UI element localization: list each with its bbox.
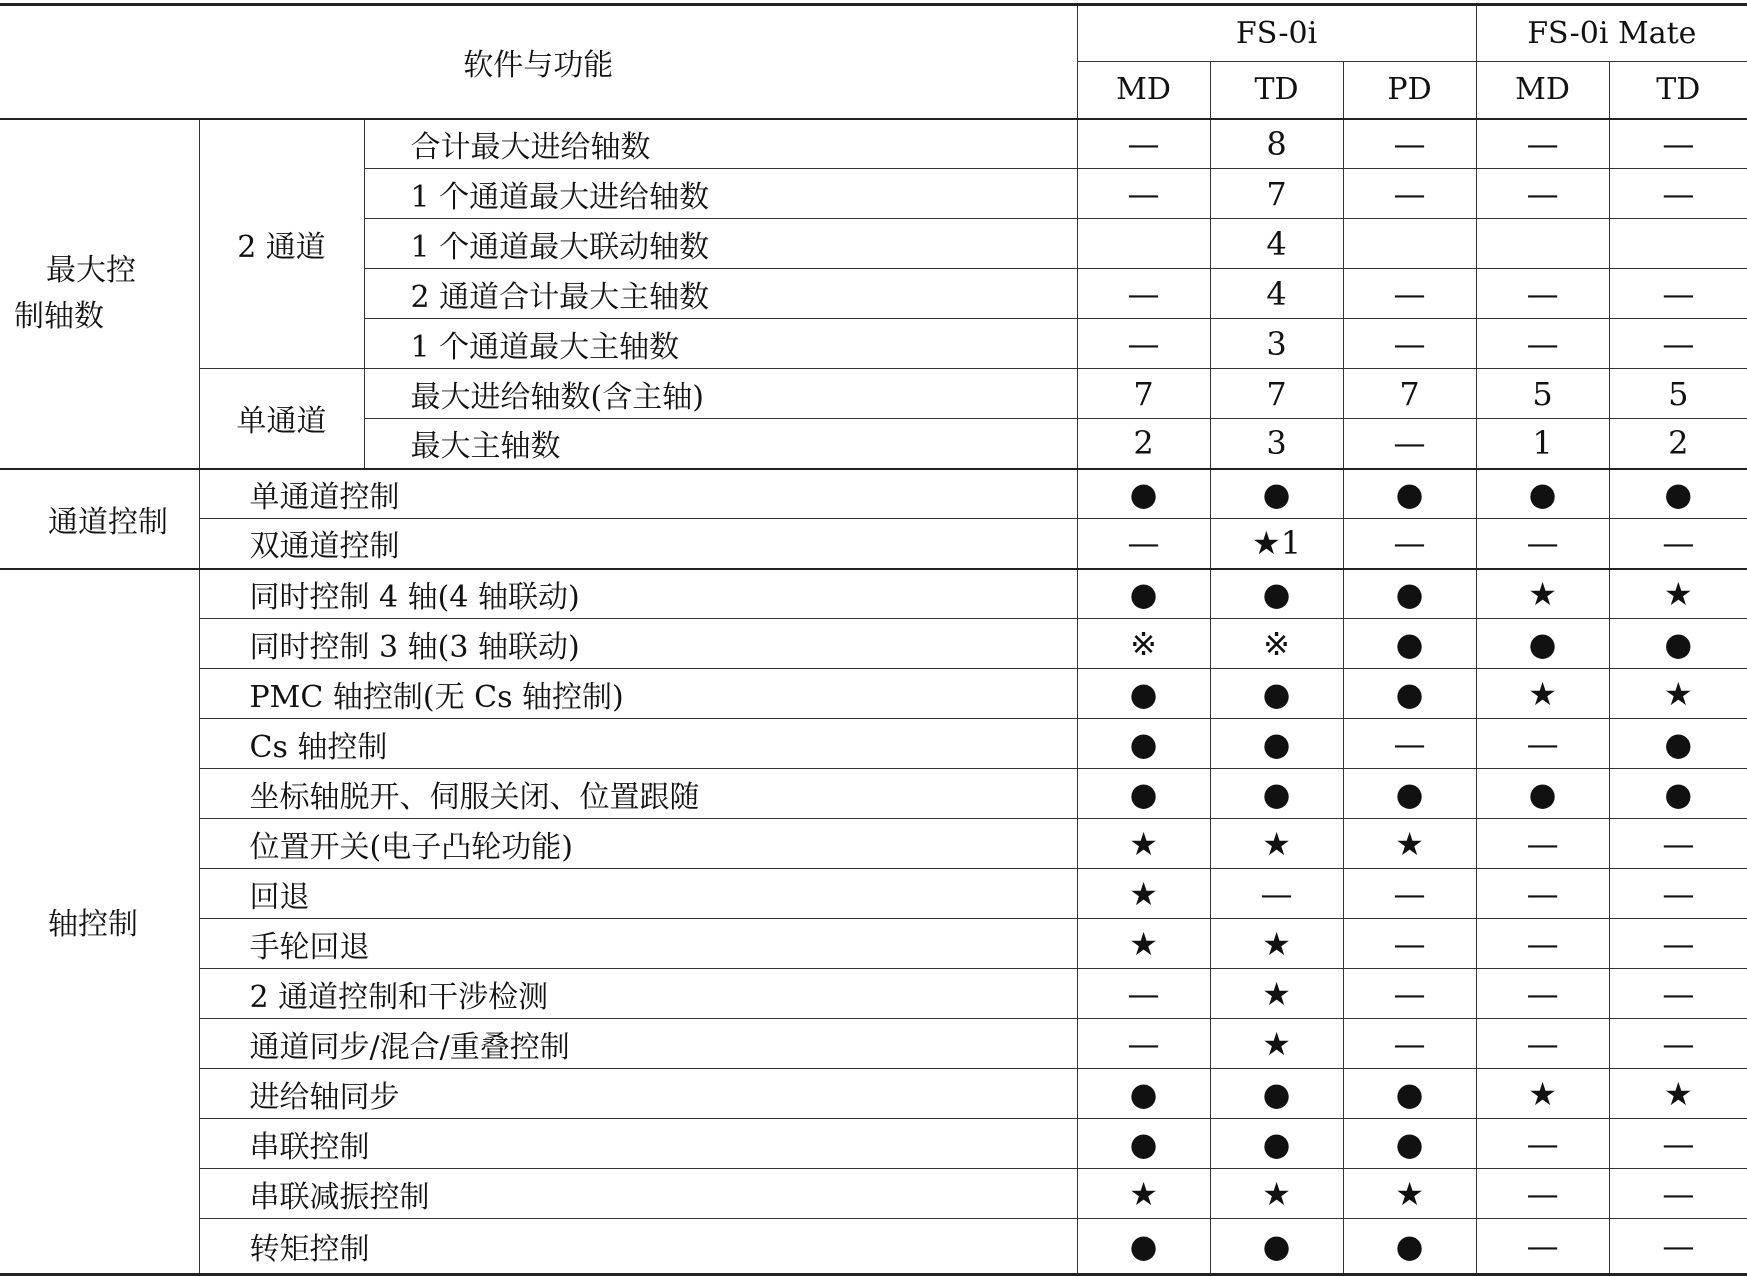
value-cell: ★ xyxy=(1343,819,1476,869)
value-cell: ● xyxy=(1210,569,1343,619)
value-cell: ● xyxy=(1476,769,1609,819)
value-cell: ● xyxy=(1343,769,1476,819)
value-cell: 2 xyxy=(1077,419,1210,469)
feature-label: 最大进给轴数(含主轴) xyxy=(364,369,1077,419)
value-cell: ● xyxy=(1343,569,1476,619)
value-cell: — xyxy=(1609,519,1747,569)
value-cell: 7 xyxy=(1210,369,1343,419)
value-cell: — xyxy=(1609,1219,1747,1275)
value-cell: ● xyxy=(1343,619,1476,669)
table-row xyxy=(0,1069,1747,1119)
value-cell: — xyxy=(1343,969,1476,1019)
value-cell: ★ xyxy=(1210,1019,1343,1069)
value-cell: ● xyxy=(1210,1069,1343,1119)
value-cell xyxy=(1609,219,1747,269)
value-cell: — xyxy=(1343,169,1476,219)
table-row xyxy=(0,919,1747,969)
table-row xyxy=(0,469,1747,519)
value-cell: — xyxy=(1077,269,1210,319)
value-cell: ★ xyxy=(1210,1169,1343,1219)
value-cell: ● xyxy=(1476,469,1609,519)
category-channel-control: 通道控制 xyxy=(0,469,199,569)
value-cell: — xyxy=(1609,319,1747,369)
value-cell: ● xyxy=(1077,569,1210,619)
value-cell: — xyxy=(1609,169,1747,219)
value-cell: — xyxy=(1609,119,1747,169)
header-feature-title: 软件与功能 xyxy=(0,5,1077,119)
value-cell: 5 xyxy=(1476,369,1609,419)
value-cell: ● xyxy=(1343,669,1476,719)
value-cell: ★ xyxy=(1476,1069,1609,1119)
feature-label: 坐标轴脱开、伺服关闭、位置跟随 xyxy=(199,769,1077,819)
value-cell: ● xyxy=(1609,719,1747,769)
value-cell: 3 xyxy=(1210,419,1343,469)
feature-label: 通道同步/混合/重叠控制 xyxy=(199,1019,1077,1069)
value-cell: — xyxy=(1343,269,1476,319)
value-cell: — xyxy=(1476,969,1609,1019)
value-cell: ● xyxy=(1343,1069,1476,1119)
value-cell: — xyxy=(1077,519,1210,569)
table-row xyxy=(0,619,1747,669)
subcategory-single-channel: 单通道 xyxy=(199,369,364,469)
feature-label: Cs 轴控制 xyxy=(199,719,1077,769)
value-cell: ● xyxy=(1210,469,1343,519)
header-col-fs0i-td: TD xyxy=(1210,62,1343,119)
value-cell: ● xyxy=(1210,1119,1343,1169)
value-cell: ★ xyxy=(1077,919,1210,969)
value-cell: — xyxy=(1476,719,1609,769)
value-cell: ● xyxy=(1210,719,1343,769)
value-cell: — xyxy=(1476,169,1609,219)
table-row xyxy=(0,1169,1747,1219)
feature-label: 最大主轴数 xyxy=(364,419,1077,469)
feature-label: 1 个通道最大进给轴数 xyxy=(364,169,1077,219)
value-cell: ※ xyxy=(1210,619,1343,669)
value-cell: — xyxy=(1077,1019,1210,1069)
value-cell: — xyxy=(1609,869,1747,919)
value-cell: — xyxy=(1476,1169,1609,1219)
feature-label: 单通道控制 xyxy=(199,469,1077,519)
value-cell: — xyxy=(1609,919,1747,969)
feature-label: 转矩控制 xyxy=(199,1219,1077,1275)
feature-label: 回退 xyxy=(199,869,1077,919)
value-cell: — xyxy=(1343,419,1476,469)
value-cell xyxy=(1476,219,1609,269)
value-cell: ★ xyxy=(1077,1169,1210,1219)
feature-label: 双通道控制 xyxy=(199,519,1077,569)
value-cell: 3 xyxy=(1210,319,1343,369)
value-cell: — xyxy=(1476,1119,1609,1169)
value-cell: — xyxy=(1609,1019,1747,1069)
feature-label: 串联控制 xyxy=(199,1119,1077,1169)
category-max-axes: 最大控制轴数 xyxy=(0,119,199,469)
value-cell: ● xyxy=(1077,1219,1210,1275)
value-cell: ★ xyxy=(1609,569,1747,619)
value-cell: ● xyxy=(1077,669,1210,719)
table-row xyxy=(0,519,1747,569)
header-col-fs0i-md: MD xyxy=(1077,62,1210,119)
value-cell: — xyxy=(1343,319,1476,369)
table-row xyxy=(0,569,1747,619)
value-cell: — xyxy=(1476,1219,1609,1275)
value-cell: ★ xyxy=(1609,1069,1747,1119)
value-cell: 7 xyxy=(1210,169,1343,219)
feature-label: PMC 轴控制(无 Cs 轴控制) xyxy=(199,669,1077,719)
value-cell: ★ xyxy=(1476,669,1609,719)
feature-label: 位置开关(电子凸轮功能) xyxy=(199,819,1077,869)
feature-label: 2 通道合计最大主轴数 xyxy=(364,269,1077,319)
value-cell: ● xyxy=(1609,469,1747,519)
table-row xyxy=(0,369,1747,419)
value-cell: — xyxy=(1476,269,1609,319)
value-cell: ● xyxy=(1343,1219,1476,1275)
value-cell: ● xyxy=(1210,769,1343,819)
category-axis-control: 轴控制 xyxy=(0,569,199,1275)
value-cell: ● xyxy=(1077,719,1210,769)
value-cell: ★ xyxy=(1609,669,1747,719)
value-cell: ● xyxy=(1210,1219,1343,1275)
feature-label: 同时控制 3 轴(3 轴联动) xyxy=(199,619,1077,669)
header-col-fs0i-pd: PD xyxy=(1343,62,1476,119)
value-cell: 1 xyxy=(1476,419,1609,469)
table-row xyxy=(0,769,1747,819)
value-cell: ● xyxy=(1476,619,1609,669)
value-cell: ● xyxy=(1077,769,1210,819)
value-cell: ★ xyxy=(1077,869,1210,919)
value-cell: 5 xyxy=(1609,369,1747,419)
value-cell: 4 xyxy=(1210,269,1343,319)
value-cell: 2 xyxy=(1609,419,1747,469)
value-cell: ★ xyxy=(1210,919,1343,969)
header-group-fs0i-mate: FS-0i Mate xyxy=(1476,5,1747,62)
feature-label: 1 个通道最大主轴数 xyxy=(364,319,1077,369)
value-cell: ★1 xyxy=(1210,519,1343,569)
value-cell: — xyxy=(1609,969,1747,1019)
value-cell: ★ xyxy=(1343,1169,1476,1219)
table-row xyxy=(0,119,1747,169)
subcategory-two-channel: 2 通道 xyxy=(199,119,364,369)
feature-label: 合计最大进给轴数 xyxy=(364,119,1077,169)
value-cell: 7 xyxy=(1343,369,1476,419)
value-cell: — xyxy=(1210,869,1343,919)
value-cell: — xyxy=(1077,119,1210,169)
feature-label: 同时控制 4 轴(4 轴联动) xyxy=(199,569,1077,619)
table-row xyxy=(0,969,1747,1019)
value-cell: ● xyxy=(1343,469,1476,519)
feature-label: 串联减振控制 xyxy=(199,1169,1077,1219)
feature-label: 进给轴同步 xyxy=(199,1069,1077,1119)
value-cell xyxy=(1077,219,1210,269)
table-row xyxy=(0,819,1747,869)
value-cell: — xyxy=(1343,119,1476,169)
value-cell: — xyxy=(1476,819,1609,869)
header-col-mate-md: MD xyxy=(1476,62,1609,119)
value-cell: ★ xyxy=(1210,819,1343,869)
value-cell: ★ xyxy=(1476,569,1609,619)
header-col-mate-td: TD xyxy=(1609,62,1747,119)
feature-label: 手轮回退 xyxy=(199,919,1077,969)
value-cell: 7 xyxy=(1077,369,1210,419)
value-cell: — xyxy=(1343,1019,1476,1069)
value-cell: — xyxy=(1077,319,1210,369)
value-cell: — xyxy=(1609,1169,1747,1219)
value-cell: — xyxy=(1476,519,1609,569)
value-cell: — xyxy=(1476,919,1609,969)
value-cell: — xyxy=(1609,269,1747,319)
software-function-table xyxy=(0,3,1747,1276)
value-cell: — xyxy=(1476,119,1609,169)
value-cell: ● xyxy=(1077,469,1210,519)
value-cell: ● xyxy=(1077,1069,1210,1119)
table-row xyxy=(0,1119,1747,1169)
value-cell: ★ xyxy=(1210,969,1343,1019)
feature-label: 1 个通道最大联动轴数 xyxy=(364,219,1077,269)
value-cell: — xyxy=(1343,719,1476,769)
value-cell: ※ xyxy=(1077,619,1210,669)
header-group-fs0i: FS-0i xyxy=(1077,5,1476,62)
value-cell: — xyxy=(1476,1019,1609,1069)
value-cell: ● xyxy=(1343,1119,1476,1169)
table-row xyxy=(0,869,1747,919)
value-cell: 4 xyxy=(1210,219,1343,269)
value-cell: ● xyxy=(1210,669,1343,719)
table-row xyxy=(0,1219,1747,1275)
table-row xyxy=(0,719,1747,769)
value-cell: — xyxy=(1343,919,1476,969)
value-cell: ● xyxy=(1609,769,1747,819)
value-cell: — xyxy=(1343,869,1476,919)
value-cell: — xyxy=(1609,819,1747,869)
value-cell: ● xyxy=(1077,1119,1210,1169)
value-cell: — xyxy=(1476,869,1609,919)
value-cell: — xyxy=(1476,319,1609,369)
table-row xyxy=(0,669,1747,719)
feature-label: 2 通道控制和干涉检测 xyxy=(199,969,1077,1019)
value-cell: — xyxy=(1077,169,1210,219)
table-row xyxy=(0,1019,1747,1069)
value-cell: ★ xyxy=(1077,819,1210,869)
value-cell: — xyxy=(1077,969,1210,1019)
value-cell: — xyxy=(1343,519,1476,569)
value-cell: — xyxy=(1609,1119,1747,1169)
value-cell xyxy=(1343,219,1476,269)
value-cell: ● xyxy=(1609,619,1747,669)
value-cell: 8 xyxy=(1210,119,1343,169)
